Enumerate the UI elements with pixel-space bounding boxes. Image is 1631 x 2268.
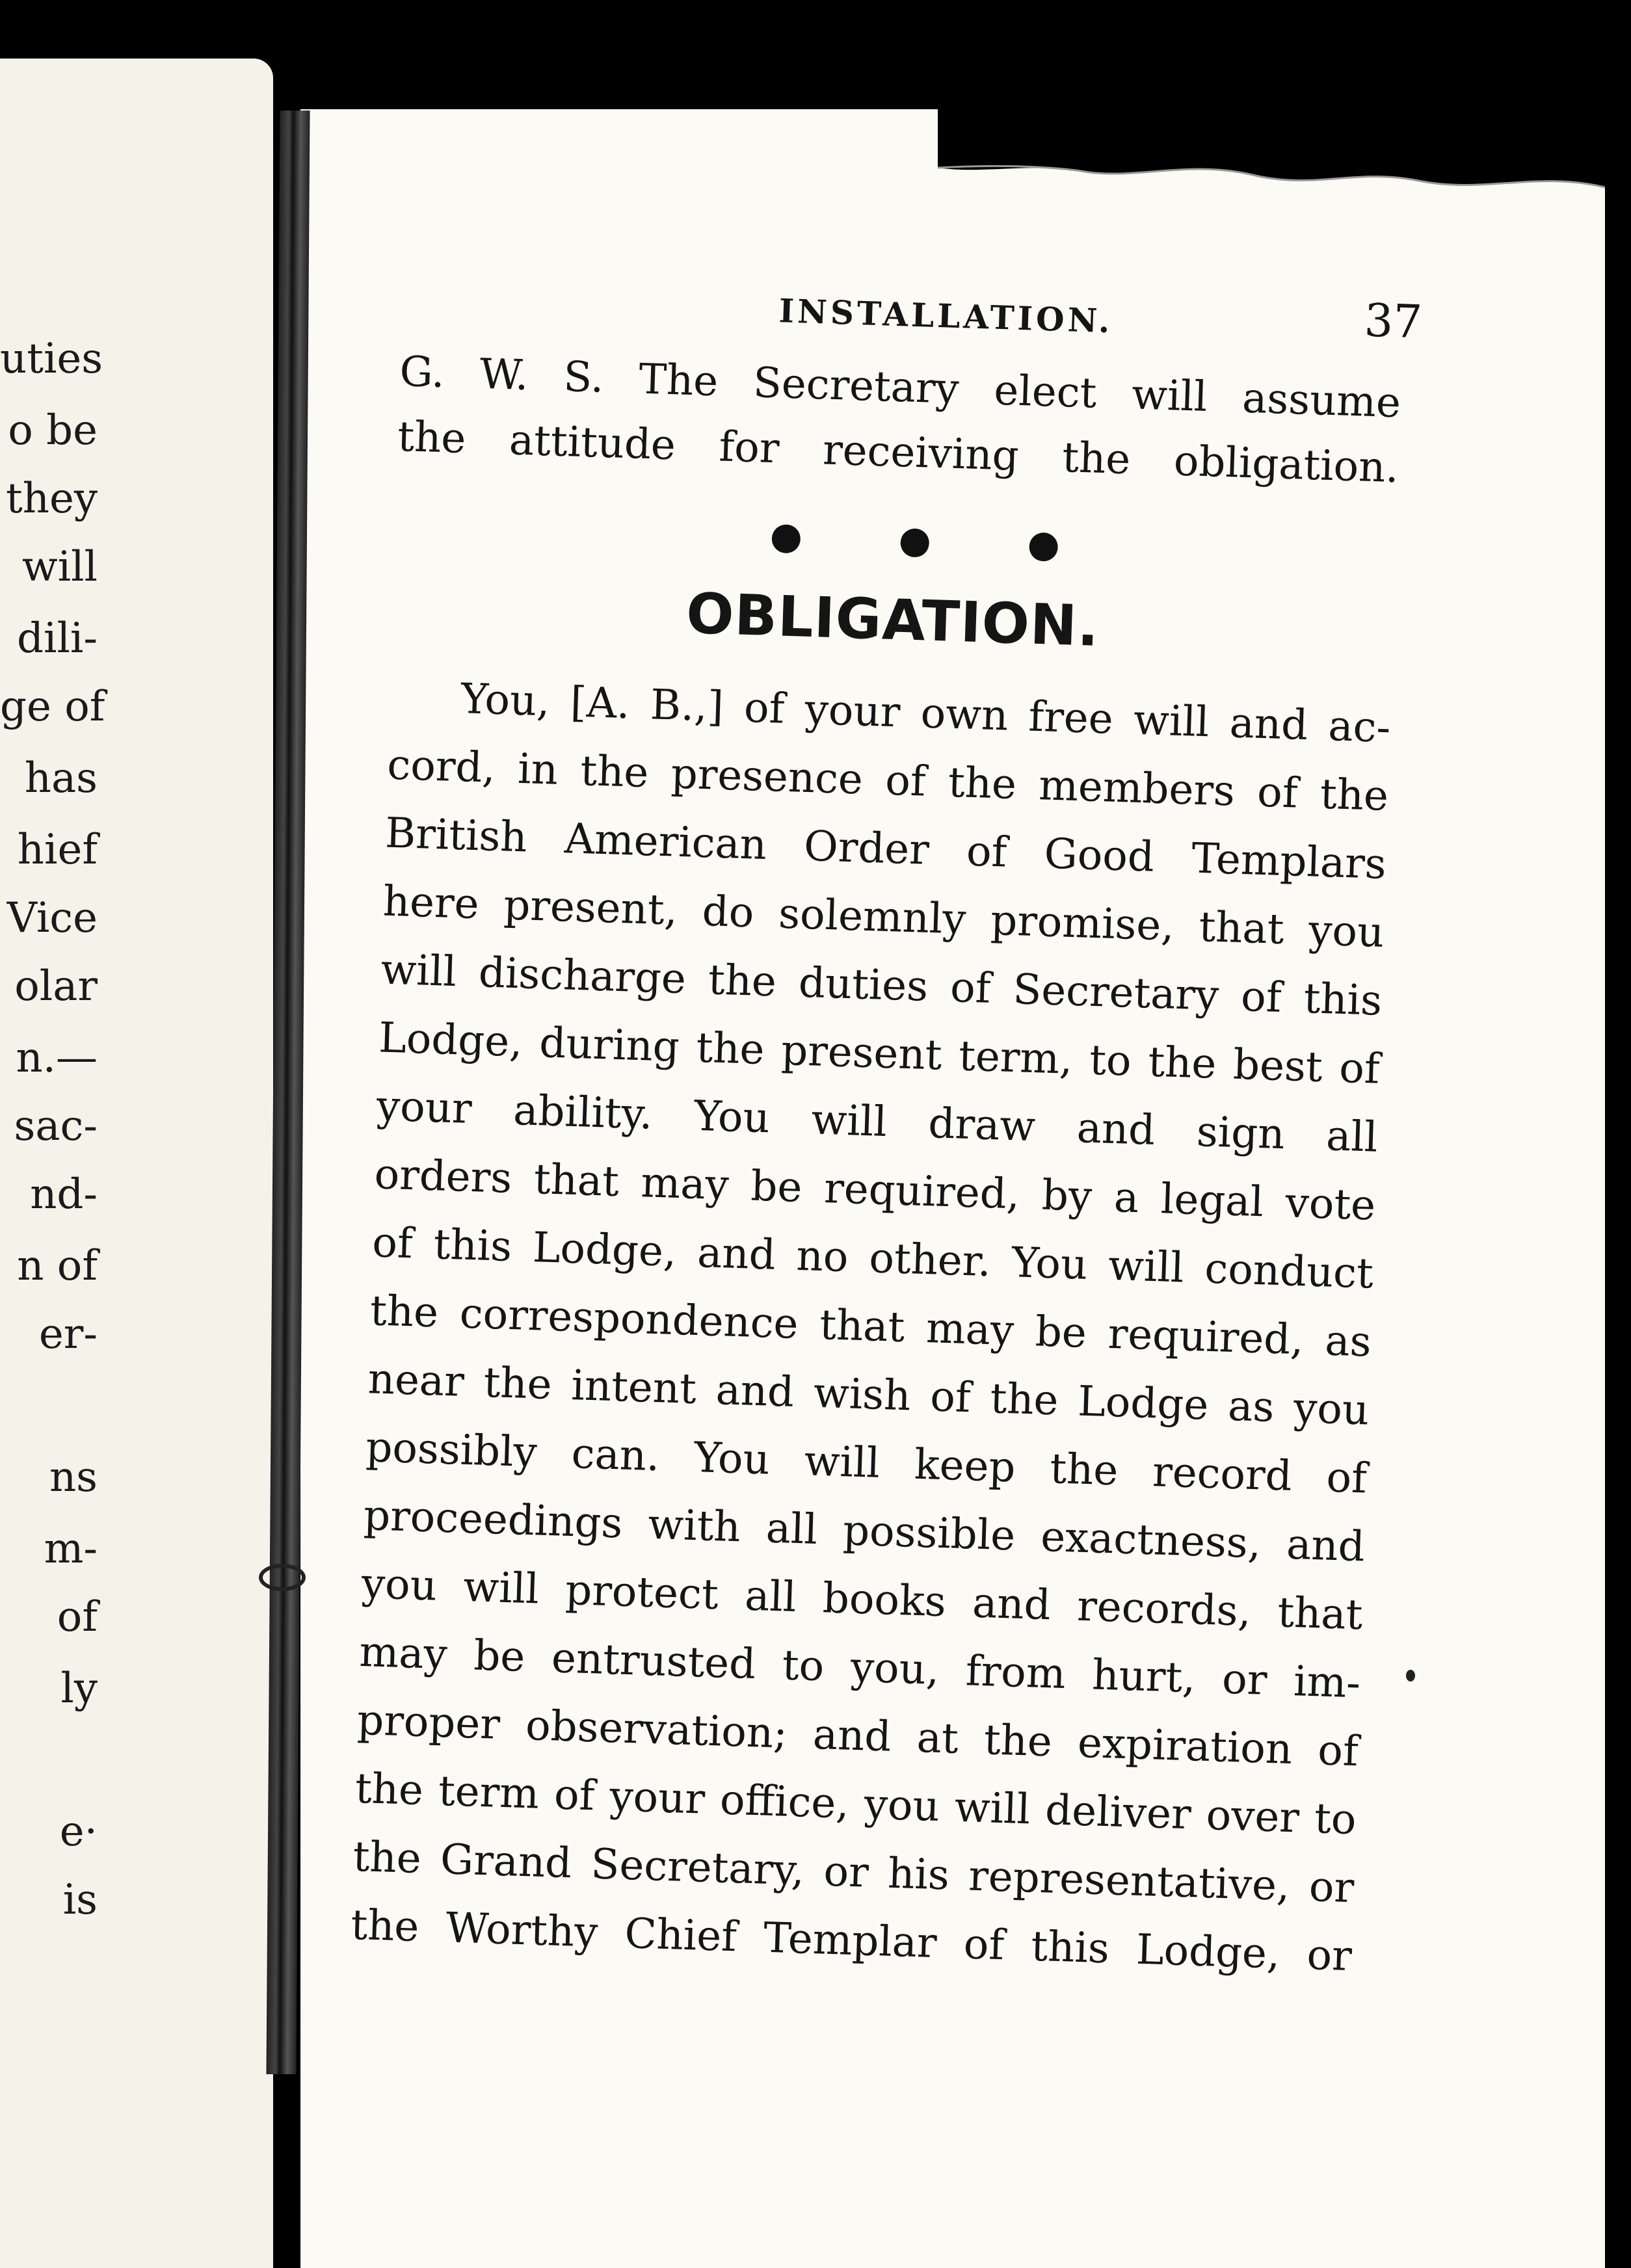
left-fragment: e· <box>59 1808 98 1856</box>
left-fragment: sac- <box>14 1102 98 1150</box>
body-line: will discharge the duties of Secretary of this <box>380 945 1383 1025</box>
binding-stitch <box>259 1564 306 1591</box>
ink-speck <box>1406 1670 1415 1681</box>
body-line: You, [A. B.,] of your own free will and ac- <box>460 675 1392 753</box>
running-head: INSTALLATION. <box>778 291 1114 341</box>
left-fragment: dili- <box>17 614 98 663</box>
torn-page-edge <box>300 109 1605 239</box>
body-line: of this Lodge, and no other. You will conduct <box>371 1219 1374 1299</box>
left-fragment: ge of <box>0 683 105 731</box>
left-fragment: they <box>6 475 98 523</box>
body-line: cord, in the presence of the members of the <box>386 741 1389 821</box>
body-line: the Grand Secretary, or his representative, or <box>352 1832 1355 1913</box>
body-line: the correspondence that may be required, as <box>369 1287 1372 1367</box>
body-line: you will protect all books and records, that <box>360 1560 1364 1640</box>
left-fragment: is <box>62 1876 98 1924</box>
body-line: may be entrusted to you, from hurt, or im- <box>358 1628 1362 1708</box>
left-fragment: nd- <box>30 1170 98 1219</box>
section-heading: OBLIGATION. <box>685 581 1101 659</box>
body-line: orders that may be required, by a legal vote <box>373 1150 1377 1230</box>
left-fragment: will <box>21 543 98 591</box>
body-line: here present, do solemnly promise, that you <box>382 877 1385 957</box>
previous-page <box>0 59 273 2268</box>
ornament-dot <box>900 528 929 557</box>
intro-line: G. W. S. The Secretary elect will assume <box>399 347 1401 428</box>
ornament-dot <box>771 524 801 553</box>
ornament-dot <box>1029 532 1058 561</box>
body-line: Lodge, during the present term, to the best of <box>378 1014 1381 1094</box>
left-fragment: olar <box>14 962 98 1010</box>
left-fragment: ly <box>60 1665 98 1713</box>
left-fragment: n of <box>17 1242 98 1290</box>
left-fragment: ns <box>49 1453 98 1501</box>
page-number: 37 <box>1363 293 1424 349</box>
body-line: the term of your office, you will deliver over to <box>354 1764 1357 1845</box>
body-line: the Worthy Chief Templar of this Lodge, or <box>350 1901 1353 1981</box>
body-line: British American Order of Good Templars <box>384 809 1387 889</box>
body-line: possibly can. You will keep the record of <box>365 1423 1368 1503</box>
left-fragment: hief <box>17 826 98 874</box>
body-line: proceedings with all possible exactness, and <box>363 1492 1366 1572</box>
left-fragment: uties <box>0 335 103 383</box>
left-fragment: er- <box>38 1310 98 1358</box>
left-fragment: o be <box>8 406 98 455</box>
body-line: proper observation; and at the expiration of <box>356 1696 1359 1776</box>
left-fragment: m- <box>44 1525 98 1573</box>
intro-line: the attitude for receiving the obligation. <box>397 412 1399 493</box>
left-fragment: Vice <box>7 894 98 942</box>
left-fragment: of <box>57 1593 98 1641</box>
left-fragment: n.— <box>16 1034 98 1082</box>
body-line: near the intent and wish of the Lodge as you <box>367 1355 1370 1435</box>
left-fragment: has <box>24 754 98 802</box>
body-line: your ability. You will draw and sign all <box>375 1082 1379 1162</box>
